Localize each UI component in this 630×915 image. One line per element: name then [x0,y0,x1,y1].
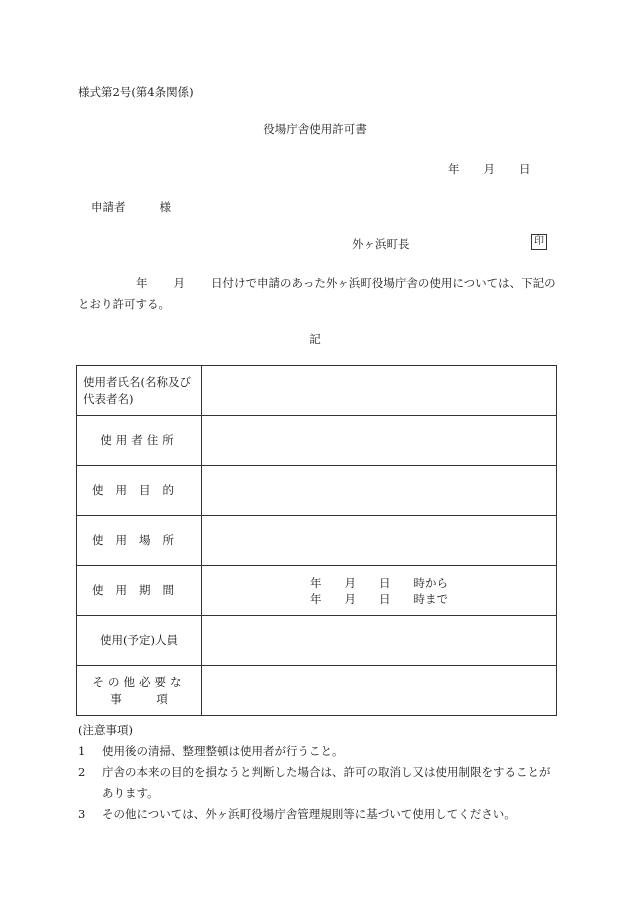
note-text: 庁舎の本来の目的を損なうと判断した場合は、許可の取消し又は使用制限をすることがあります。 [102,765,551,800]
table-row [77,616,557,666]
notes-heading: (注意事項) [78,723,133,737]
seal-mark: 印 [531,234,547,250]
applicant-line [91,199,171,215]
note-number: 1 [78,744,86,758]
issue-date-line [448,161,531,177]
applicant-label: 申請者 [91,200,126,214]
issuer-name: 外ヶ浜町長 [352,237,410,251]
value-period [202,566,557,616]
list-item [78,762,558,804]
value-place [202,516,557,566]
document-title: 役場庁舎使用許可書 [263,122,367,136]
label-purpose: 使用目的 [77,466,202,516]
applicant-honorific: 様 [159,200,171,214]
list-item [78,804,558,825]
date-year-label: 年 [448,162,460,176]
table-row [77,366,557,416]
body-month-label: 月 [173,276,185,290]
value-purpose [202,466,557,516]
period-from: 年 月 日 時から [310,575,448,590]
ki-heading: 記 [309,332,321,346]
label-user-address: 使用者住所 [77,416,202,466]
label-other-line1: その他必要な [92,674,186,689]
table-row [77,466,557,516]
form-number: 様式第2号(第4条関係) [78,85,194,99]
label-other-line2: 事 項 [110,691,168,706]
value-user-address [202,416,557,466]
note-number: 3 [78,807,86,821]
label-period: 使用期間 [77,566,202,616]
label-expected-people: 使用(予定)人員 [77,616,202,666]
list-item [78,741,558,762]
table-row [77,516,557,566]
date-month-label: 月 [483,162,495,176]
value-expected-people [202,616,557,666]
body-year-label: 年 [136,276,148,290]
note-text: 使用後の清掃、整理整頓は使用者が行うこと。 [102,744,344,758]
table-row [77,666,557,716]
body-sentence: 日付けで申請のあった外ヶ浜町役場庁舎の使用については、下記のとおり許可する。 [78,276,556,311]
notes-section [78,720,558,825]
label-user-name: 使用者氏名(名称及び代表者名) [77,366,202,416]
note-number: 2 [78,765,86,779]
period-to: 年 月 日 時まで [310,591,448,606]
note-text: その他については、外ヶ浜町役場庁舎管理規則等に基づいて使用してください。 [102,807,516,821]
table-row [77,416,557,466]
permission-text [78,273,558,315]
label-place: 使用場所 [77,516,202,566]
value-other-items [202,666,557,716]
value-user-name [202,366,557,416]
label-other-items [77,666,202,716]
date-day-label: 日 [519,162,531,176]
table-row [77,566,557,616]
usage-permit-table [76,365,557,716]
